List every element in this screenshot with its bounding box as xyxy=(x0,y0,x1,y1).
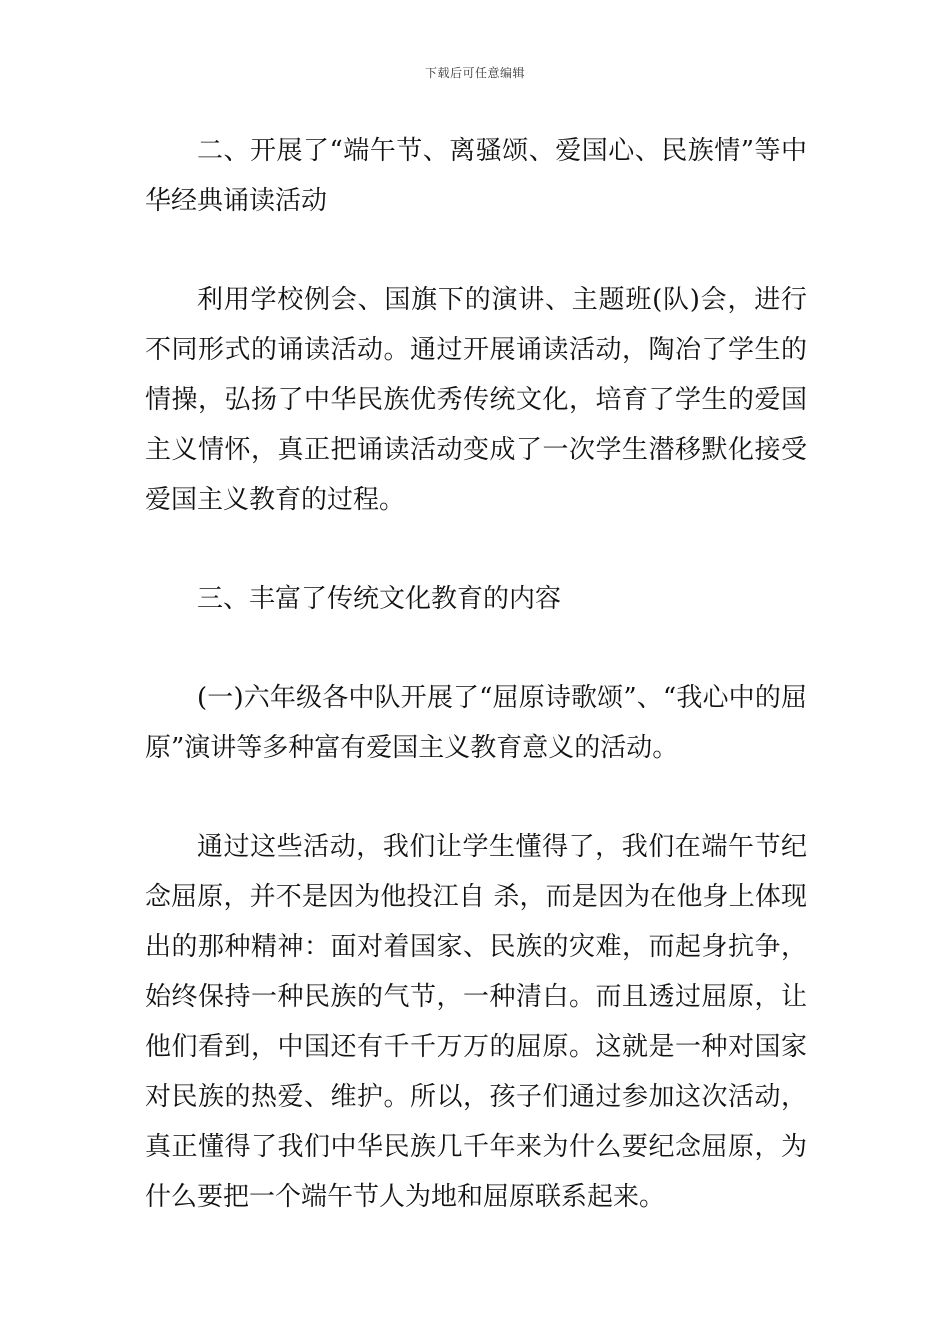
paragraph-gap xyxy=(145,773,807,822)
document-body xyxy=(145,126,807,1222)
subsection-paragraph: (一)六年级各中队开展了“屈原诗歌颂”、“我心中的屈原”演讲等多种富有爱国主义教育意义的活动。 xyxy=(145,683,807,763)
body-paragraph: 通过这些活动，我们让学生懂得了，我们在端午节纪念屈原，并不是因为他投江自 杀，而是因为在他身上体现出的那种精神：面对着国家、民族的灾难，而起身抗争，始终保持一种民族的气节，一种清白。而且透过屈原，让他们看到，中国还有千千万万的屈原。这就是一种对国家对民族的热爱、维护。所以，孩子们通过参加这次活动，真正懂得了我们中华民族几千年来为什么要纪念屈原，为什么要把一个端午节人为地和屈原联系起来。 xyxy=(145,832,807,1212)
paragraph-gap xyxy=(145,624,807,673)
paragraph-gap xyxy=(145,525,807,574)
section-heading-2: 二、开展了“端午节、离骚颂、爱国心、民族情”等中华经典诵读活动 xyxy=(145,136,807,216)
paragraph-gap xyxy=(145,226,807,275)
page-header: 下载后可任意编辑 xyxy=(424,66,525,80)
body-paragraph: 利用学校例会、国旗下的演讲、主题班(队)会，进行不同形式的诵读活动。通过开展诵读活动，陶冶了学生的情操，弘扬了中华民族优秀传统文化，培育了学生的爱国主义情怀，真正把诵读活动变成了一次学生潜移默化接受爱国主义教育的过程。 xyxy=(145,285,807,515)
section-heading-3: 三、丰富了传统文化教育的内容 xyxy=(197,584,562,614)
